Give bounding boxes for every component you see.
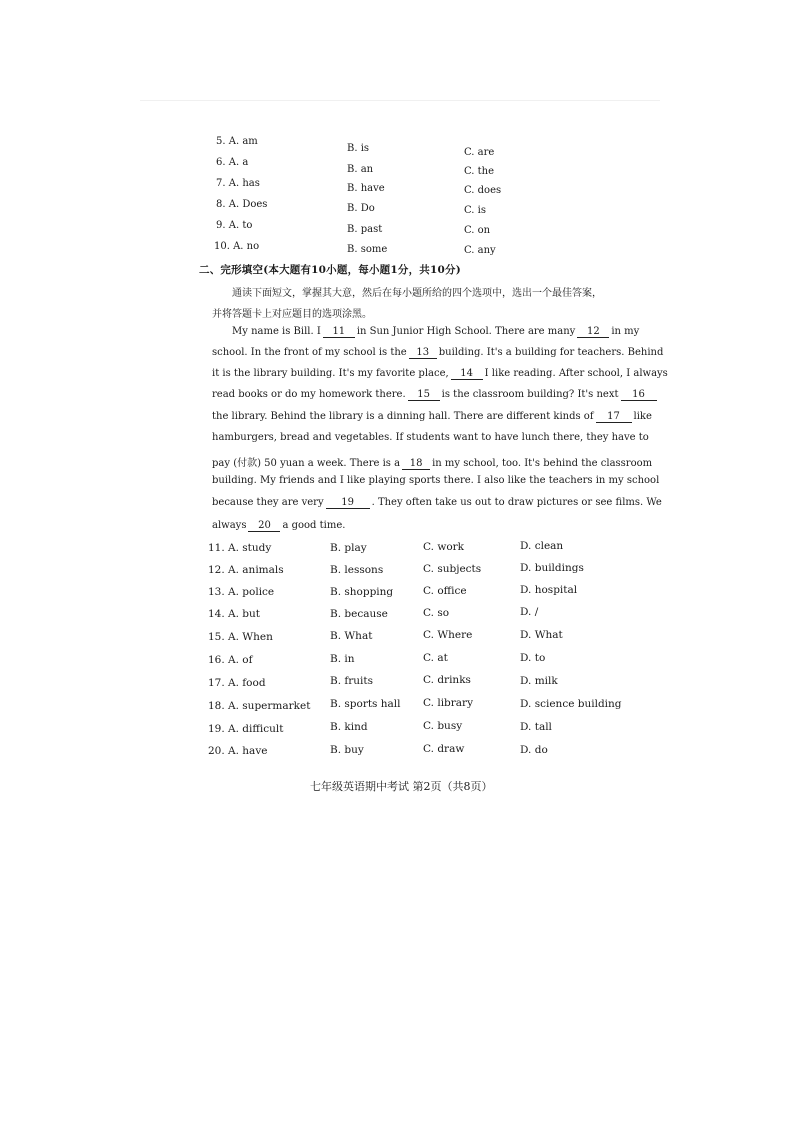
option-8-c: C. is (464, 205, 486, 216)
choice-17-a: 17. A. food (208, 677, 266, 689)
choice-12-d: D. buildings (520, 562, 584, 574)
instruction-line-1: 通读下面短文，掌握其大意，然后在每小题所给的四个选项中，选出一个最佳答案， (232, 288, 602, 299)
blank-18: 18 (402, 458, 430, 470)
choice-15-c: C. Where (423, 629, 473, 641)
choice-18-b: B. sports hall (330, 698, 401, 710)
option-8-a: 8. A. Does (216, 199, 268, 210)
page-footer: 七年级英语期中考试 第2页（共8页） (310, 780, 493, 793)
passage-line-9: because they are very 19 . They often take us out to draw pictures or see films. We (212, 497, 662, 508)
passage-line-3: it is the library building. It's my favorite place, 14 I like reading. After school, I always (212, 368, 668, 379)
choice-19-d: D. tall (520, 721, 552, 733)
choice-11-c: C. work (423, 541, 465, 553)
choice-14-d: D. / (520, 606, 539, 618)
choice-12-c: C. subjects (423, 563, 482, 575)
blank-14: 14 (451, 368, 483, 380)
choice-13-a: 13. A. police (208, 586, 275, 598)
choice-14-a: 14. A. but (208, 608, 260, 620)
choice-16-d: D. to (520, 652, 546, 664)
option-6-b: B. an (347, 164, 374, 175)
choice-12-a: 12. A. animals (208, 564, 284, 576)
passage-line-8: building. My friends and I like playing sports there. I also like the teachers in my school (212, 475, 660, 486)
choice-17-d: D. milk (520, 675, 558, 687)
option-9-b: B. past (347, 224, 383, 235)
blank-12: 12 (577, 326, 609, 338)
choice-18-c: C. library (423, 697, 474, 709)
choice-20-a: 20. A. have (208, 745, 268, 757)
choice-11-b: B. play (330, 542, 367, 554)
choice-19-c: C. busy (423, 720, 463, 732)
scan-artifact (140, 100, 660, 101)
choice-11-a: 11. A. study (208, 542, 272, 554)
choice-20-c: C. draw (423, 743, 465, 755)
choice-16-a: 16. A. of (208, 654, 253, 666)
choice-18-a: 18. A. supermarket (208, 700, 311, 712)
blank-17: 17 (596, 411, 632, 423)
passage-line-2: school. In the front of my school is the 13 building. It's a building for teachers. Behind (212, 347, 664, 358)
choice-17-b: B. fruits (330, 675, 374, 687)
choice-15-a: 15. A. When (208, 631, 273, 643)
choice-19-a: 19. A. difficult (208, 723, 284, 735)
option-9-a: 9. A. to (216, 220, 253, 231)
choice-16-c: C. at (423, 652, 448, 664)
option-6-c: C. the (464, 166, 495, 177)
option-8-b: B. Do (347, 203, 375, 214)
choice-20-b: B. buy (330, 744, 364, 756)
option-6-a: 6. A. a (216, 157, 249, 168)
option-10-c: C. any (464, 245, 496, 256)
option-7-a: 7. A. has (216, 178, 260, 189)
choice-15-b: B. What (330, 630, 373, 642)
choice-14-b: B. because (330, 608, 388, 620)
passage-line-1: My name is Bill. I 11 in Sun Junior High School. There are many 12 in my (232, 326, 640, 337)
choice-13-d: D. hospital (520, 584, 578, 596)
choice-16-b: B. in (330, 653, 355, 665)
option-7-b: B. have (347, 183, 385, 194)
choice-14-c: C. so (423, 607, 450, 619)
blank-15: 15 (408, 389, 440, 401)
choice-11-d: D. clean (520, 540, 564, 552)
passage-line-6: hamburgers, bread and vegetables. If students want to have lunch there, they have to (212, 432, 649, 443)
option-9-c: C. on (464, 225, 491, 236)
option-7-c: C. does (464, 185, 502, 196)
choice-12-b: B. lessons (330, 564, 384, 576)
blank-16: 16 (621, 389, 657, 401)
passage-line-7: pay (付款) 50 yuan a week. There is a 18 in my school, too. It's behind the classroom (212, 458, 653, 469)
choice-17-c: C. drinks (423, 674, 471, 686)
option-10-b: B. some (347, 244, 388, 255)
choice-20-d: D. do (520, 744, 548, 756)
option-5-a: 5. A. am (216, 136, 258, 147)
instruction-line-2: 并将答题卡上对应题目的选项涂黑。 (212, 309, 372, 320)
choice-13-c: C. office (423, 585, 467, 597)
option-5-c: C. are (464, 147, 495, 158)
option-10-a: 10. A. no (214, 241, 260, 252)
choice-15-d: D. What (520, 629, 563, 641)
section-heading: 二、完形填空(本大题有10小题，每小题1分，共10分) (199, 264, 461, 276)
blank-13: 13 (409, 347, 437, 359)
choice-13-b: B. shopping (330, 586, 394, 598)
choice-19-b: B. kind (330, 721, 368, 733)
choice-18-d: D. science building (520, 698, 622, 710)
blank-11: 11 (323, 326, 355, 338)
passage-line-4: read books or do my homework there. 15 is the classroom building? It's next 16 (212, 389, 659, 401)
blank-19: 19 (326, 497, 370, 509)
option-5-b: B. is (347, 143, 370, 154)
blank-20: 20 (248, 520, 280, 532)
passage-line-5: the library. Behind the library is a dinning hall. There are different kinds of 17 like (212, 411, 652, 422)
passage-line-10: always 20 a good time. (212, 520, 346, 531)
